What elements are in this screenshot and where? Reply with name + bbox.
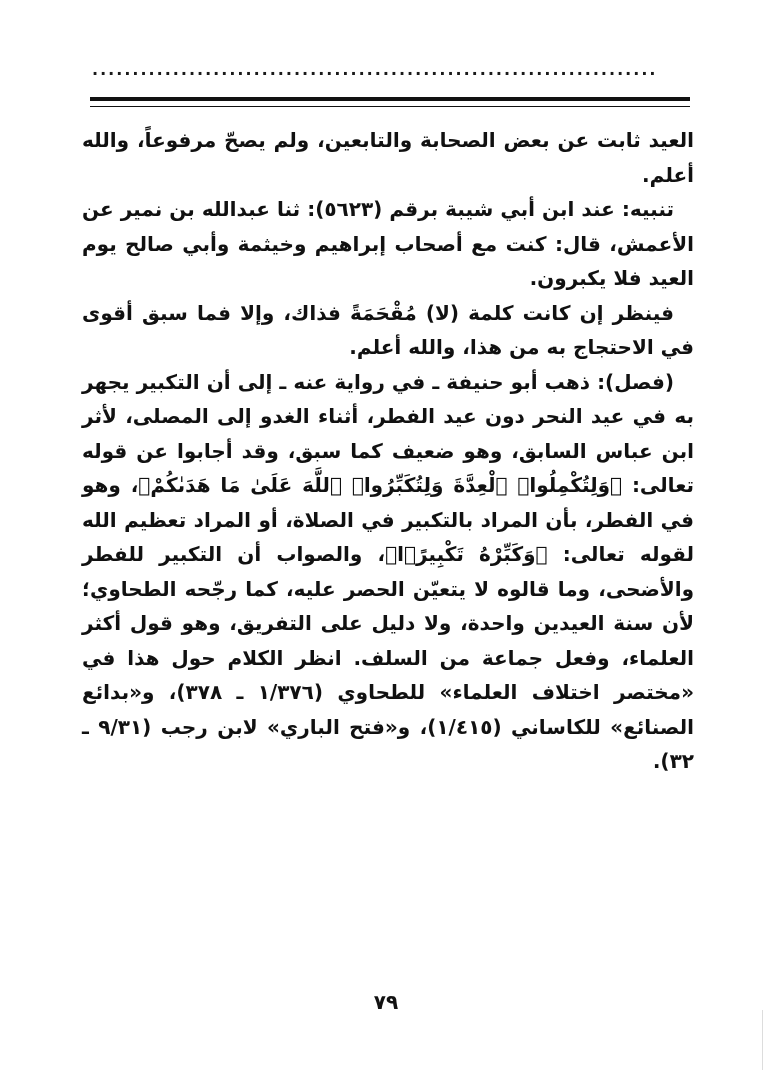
page-number: ٧٩ [373,990,399,1014]
header-rule-thick [90,97,690,101]
paragraph-note [82,192,694,296]
section-text: ذهب أبو حنيفة ـ في رواية عنه ـ إلى أن التكبير يجهر به في عيد النحر دون عيد الفطر، أثناء الغدو إلى المصلى، لأثر ابن عباس السابق، وهو ضعيف كما سبق، وقد أجابوا عن قوله تعالى: ﴿وَلِتُكْمِلُوا۟ ٱلْعِدَّةَ وَلِتُكَبِّرُوا۟ ٱللَّهَ عَلَىٰ مَا هَدَىٰكُمْ﴾، وهو في الفطر، بأن المراد بالتكبير في الصلاة، أو المراد تعظيم الله لقوله تعالى: ﴿وَكَبِّرْهُ تَكْبِيرًۢا﴾، والصواب أن التكبير للفطر والأضحى، وما قالوه لا يتعيّن الحصر عليه، كما رجّحه الطحاوي؛ لأن سنة العيدين واحدة، ولا دليل على التفريق، وهو قول أكثر العلماء، وفعل جماعة من السلف. انظر الكلام حول هذا في «مختصر اختلاف العلماء» للطحاوي (١/٣٧٦ ـ ٣٧٨)، و«بدائع الصنائع» للكاساني (١/٤١٥)، و«فتح الباري» لابن رجب (٩/٣١ ـ ٣٢). [82,369,694,773]
paragraph-consideration: فينظر إن كانت كلمة (لا) مُقْحَمَةً فذاك، وإلا فما سبق أقوى في الاحتجاج به من هذا، والله أعلم. [82,300,694,359]
section-label: (فصل): [597,369,674,394]
header-rule-thin [90,106,690,107]
scan-margin-mark [762,1010,763,1070]
paragraph-section [82,365,694,779]
body-text [82,123,694,779]
paragraph-conclusion: العيد ثابت عن بعض الصحابة والتابعين، ولم يصحّ مرفوعاً، والله أعلم. [82,128,694,187]
note-text: عند ابن أبي شيبة برقم (٥٦٢٣): ثنا عبدالله بن نمير عن الأعمش، قال: كنت مع أصحاب إبراهيم وخيثمة وأبي صالح يوم العيد فلا يكبرون. [82,197,694,290]
header-dotted-line: ...................................................................... [92,60,658,79]
note-label: تنبيه: [621,197,674,221]
